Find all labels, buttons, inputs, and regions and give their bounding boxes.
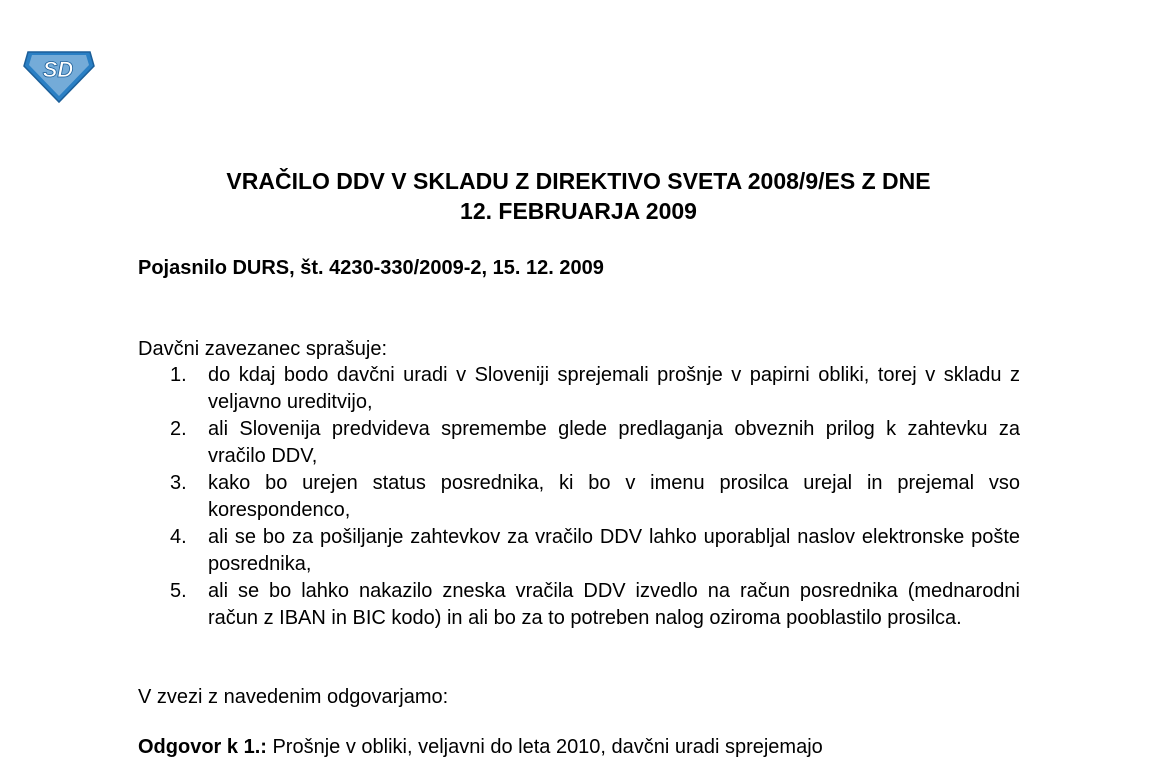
question-number: 1. [170,364,187,386]
question-list [138,362,1020,632]
document-title [0,166,1157,226]
sd-diamond-logo-icon [22,46,96,104]
company-logo [22,46,96,104]
question-text: ali se bo lahko nakazilo zneska vračila DDV izvedlo na račun posrednika (mednarodni račun z IBAN in BIC kodo) in ali bo za to potreben nalog oziroma pooblastilo prosilca. [208,580,1020,629]
document-subtitle: Pojasnilo DURS, št. 4230-330/2009-2, 15. 12. 2009 [138,257,604,279]
answer-intro: V zvezi z navedenim odgovarjamo: [138,686,449,708]
title-line-1: VRAČILO DDV V SKLADU Z DIREKTIVO SVETA 2008/9/ES Z DNE [226,168,931,194]
question-item [138,416,1020,470]
question-number: 4. [170,526,187,548]
question-number: 3. [170,472,187,494]
question-item [138,470,1020,524]
answer-1-label: Odgovor k 1.: [138,736,267,758]
question-item [138,524,1020,578]
question-number: 5. [170,580,187,602]
question-item [138,362,1020,416]
question-text: ali Slovenija predvideva spremembe glede predlaganja obveznih prilog k zahtevku za vračilo DDV, [208,418,1020,467]
question-text: do kdaj bodo davčni uradi v Sloveniji sprejemali prošnje v papirni obliki, torej v skladu z veljavno ureditvijo, [208,364,1020,413]
question-item [138,578,1020,632]
question-text: kako bo urejen status posrednika, ki bo v imenu prosilca urejal in prejemal vso korespondenco, [208,472,1020,521]
answer-1-text: Prošnje v obliki, veljavni do leta 2010, davčni uradi sprejemajo [266,736,823,758]
question-number: 2. [170,418,187,440]
svg-text:SD: SD [42,57,74,82]
question-text: ali se bo za pošiljanje zahtevkov za vračilo DDV lahko uporabljal naslov elektronske pošte posrednika, [208,526,1020,575]
question-intro: Davčni zavezanec sprašuje: [138,338,388,360]
title-line-2: 12. FEBRUARJA 2009 [460,198,697,224]
answer-1-paragraph [138,734,823,760]
